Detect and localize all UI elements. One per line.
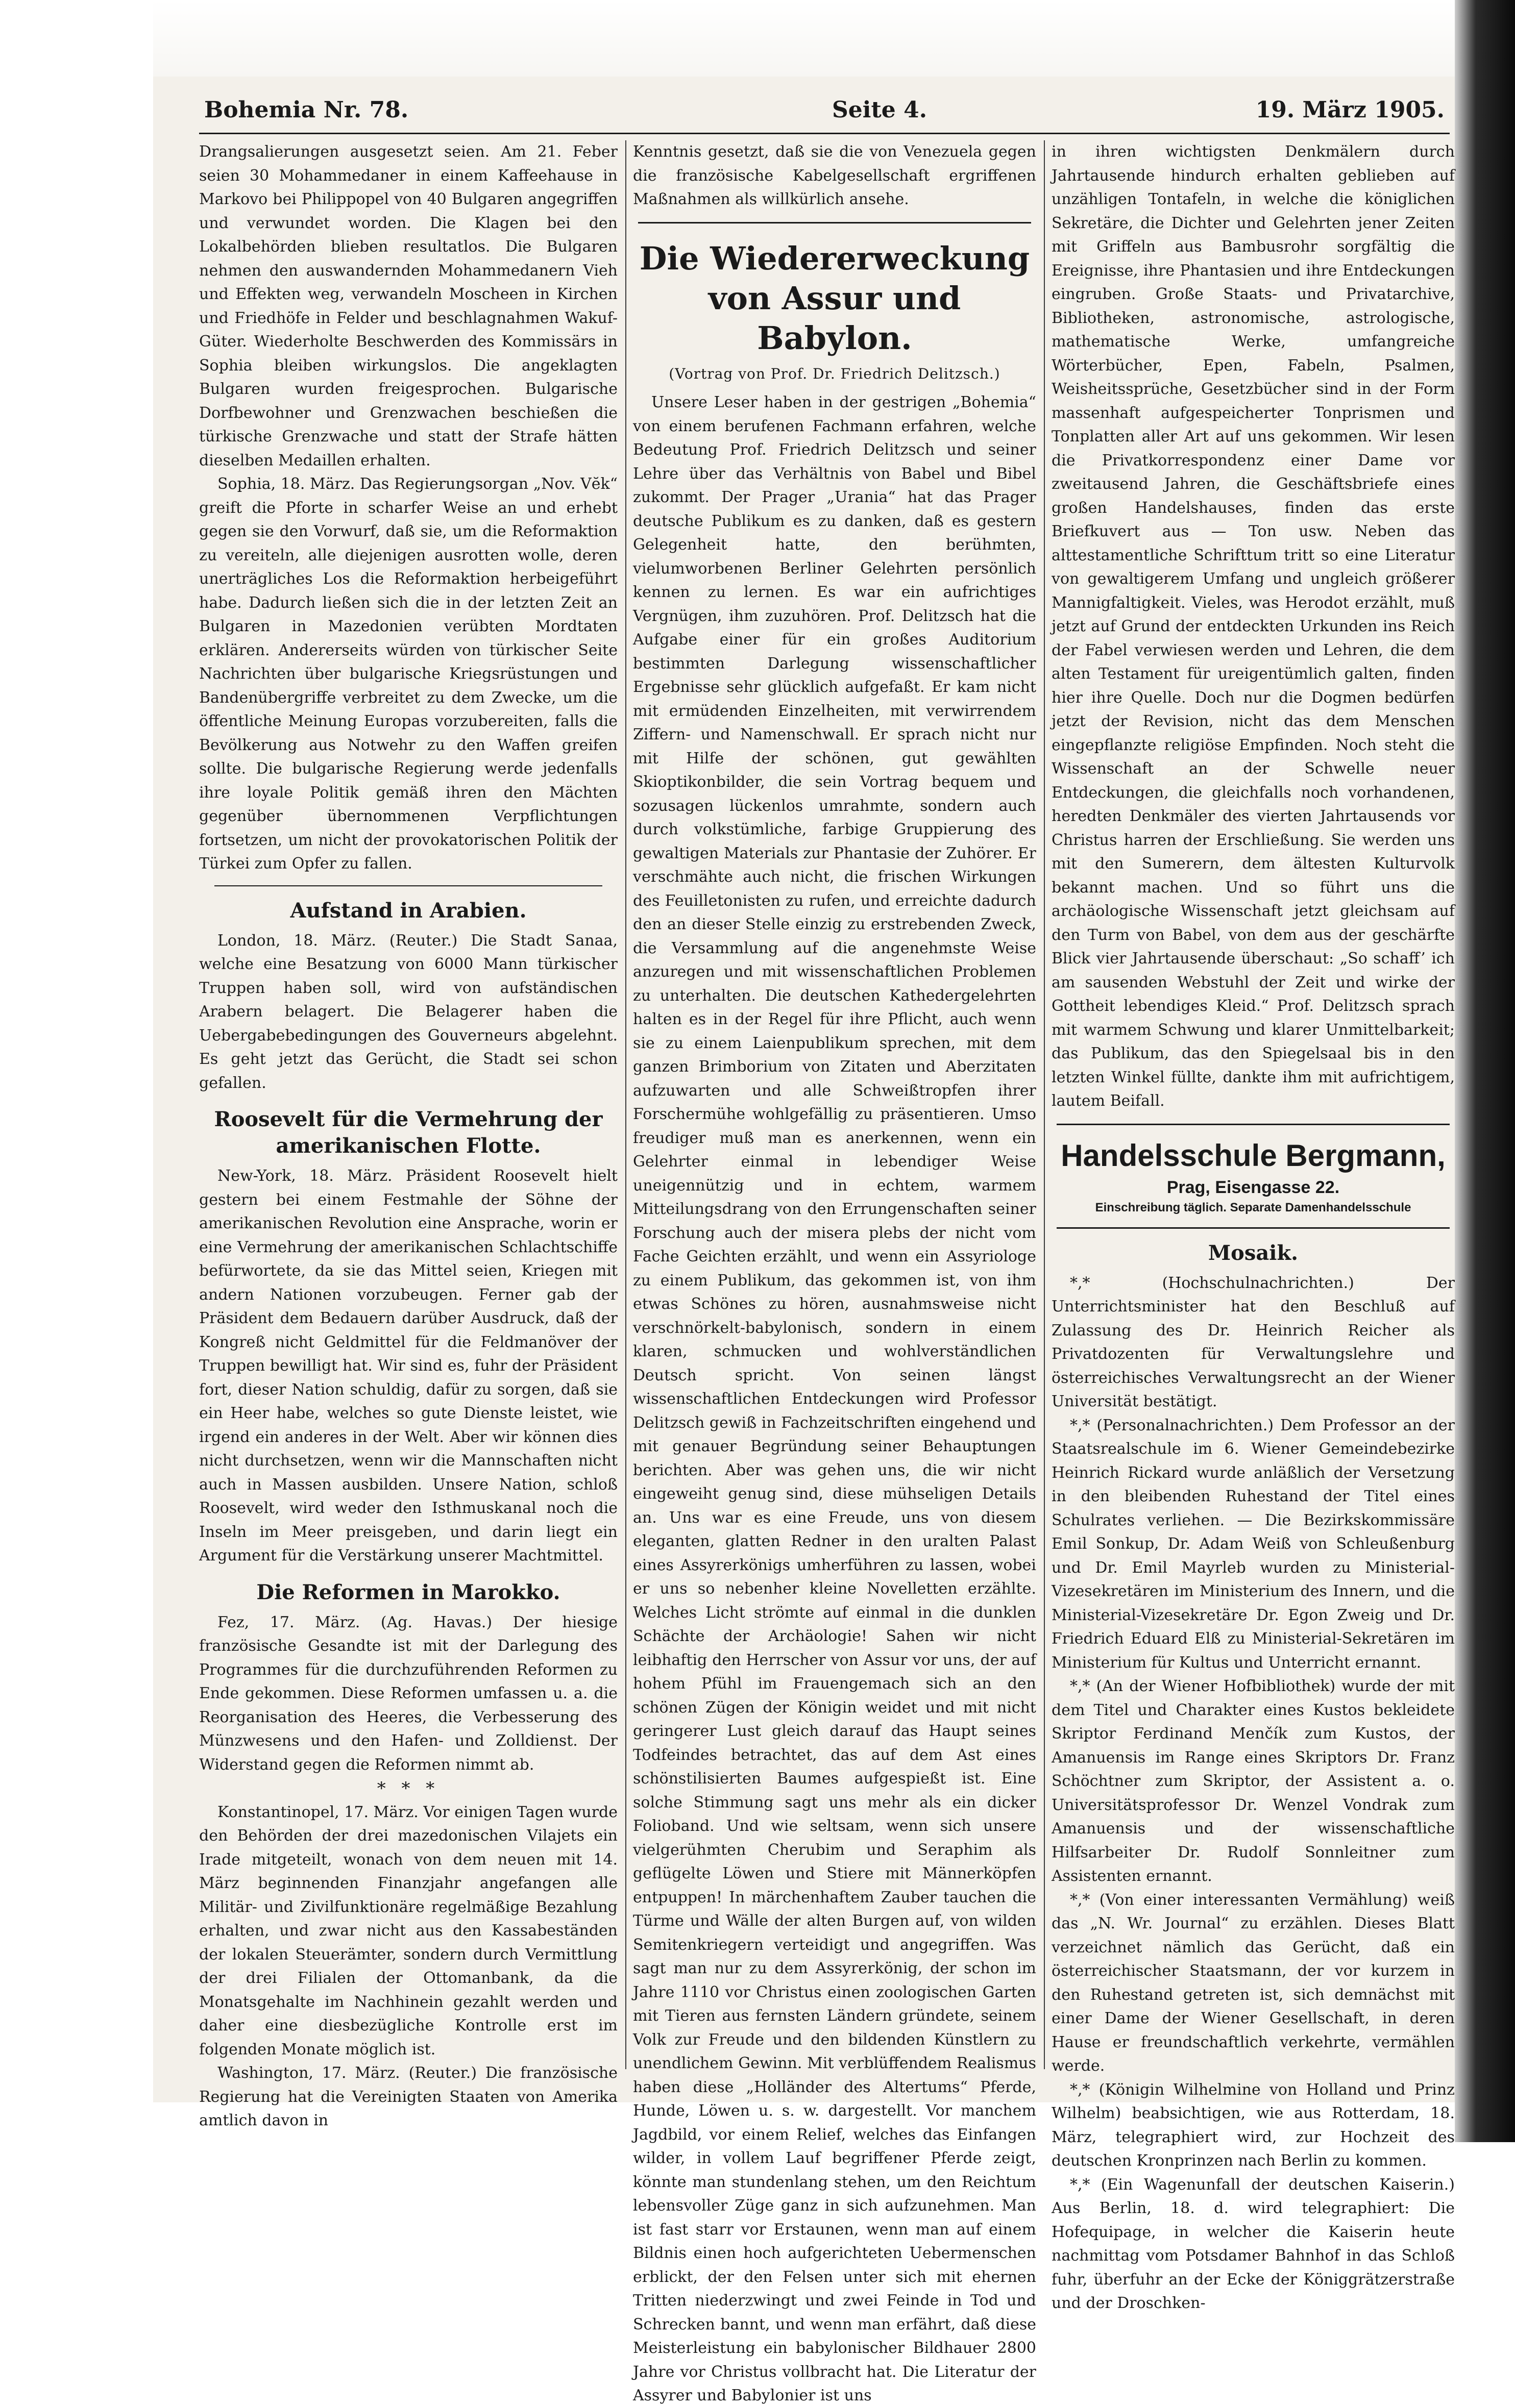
heading-roosevelt: Roosevelt für die Vermehrung der amerikanischen Flotte. [214, 1107, 603, 1158]
heading-mosaik: Mosaik. [1208, 1240, 1299, 1265]
feuilleton-body-continued: in ihren wichtigsten Denkmälern durch Jahrtausende hindurch erhalten geblieben auf unzähligen Tontafeln, in welche die königlichen Sekretäre, die Dichter und Gelehrten jener Zeiten mit Griffeln aus Bambusrohr sorgfältig die Ereignisse, ihre Phantasien und ihre Entdeckungen eingruben. Große Staats- und Privatarchive, Bibliotheken, astronomische, astrologische, mathematische Werke, umfangreiche Wörterbücher, Epen, Fabeln, Psalmen, Weisheitssprüche, Gesetzbücher sind in der Form massenhaft aufgespeicherter Tonprismen und Tonplatten aller Art auf uns gekommen. Wir lesen die Privatkorrespondenz einer Dame vor zweitausend Jahren, die Geschäftsbriefe eines großen Handelshauses, finden das erste Briefkuvert aus — Ton usw. Neben das alttestamentliche Schrifttum tritt so eine Literatur von gewaltigerem Umfang und ungleich größerer Mannigfaltigkeit. Vieles, was Herodot erzählt, muß jetzt auf Grund der entdeckten Urkunden ins Reich der Fabel verwiesen werden und Lehren, die dem alten Testament für ureigentümlich galten, finden hier ihre Quelle. Doch nur die Dogmen bedürfen jetzt der Revision, nicht das dem Menschen eingepflanzte religiöse Empfinden. Noch steht die Wissenschaft an der Schwelle neuer Entdeckungen, die gleichfalls noch vorhandenen, heredten Denkmäler des vierten Jahrtausends vor Christus harren der Erschließung. Sie werden uns mit den Sumerern, dem ältesten Kulturvolk bekannt machen. Und so führt uns die archäologische Wissenschaft jetzt gleichsam auf den Turm von Babel, von dem aus der geschärfte Blick vier Jahrtausende überschaut: „So schaff’ ich am sausenden Webstuhl der Zeit und wirke der Gottheit lebendiges Kleid.“ Prof. Delitzsch sprach mit warmem Schwung und klarer Unmittelbarkeit; das Publikum, das den Spiegelsaal bis in den letzten Winkel füllte, dankte ihm mit aufrichtigem, lautem Beifall. [1052, 143, 1455, 1110]
column-1 [199, 140, 618, 2129]
header-page-number: Seite 4. [832, 97, 927, 123]
article-sofia: Sophia, 18. März. Das Regierungsorgan „Nov. Vĕk“ greift die Pforte in scharfer Weise an und erhebt gegen sie den Vorwurf, daß sie, um die Reformaktion zu vereiteln, alle diejenigen ausrotten wolle, deren unerträgliches Los die Reformaktion herbeigeführt habe. Dadurch ließen sich die in der letzten Zeit an Bulgaren in Mazedonien verübten Mordtaten erklären. Andererseits würden von türkischer Seite Nachrichten über bulgarische Kriegsrüstungen und Bandenübergriffe verbreitet zu dem Zwecke, um die öffentliche Meinung Europas vorzubereiten, falls die Bevölkerung aus Notwehr zu den Waffen greifen sollte. Die bulgarische Regierung werde jedenfalls ihre loyale Politik gemäß ihren den Mächten gegenüber übernommenen Verpflichtungen fortsetzen, um nicht der provokatorischen Politik der Türkei zum Opfer zu fallen. [199, 475, 618, 873]
section-rule [1057, 1227, 1450, 1229]
header-date: 19. März 1905. [1255, 97, 1445, 123]
advertisement-address: Prag, Eisengasse 22. [1166, 1177, 1340, 1197]
heading-marokko: Die Reformen in Marokko. [256, 1580, 560, 1604]
header-rule [199, 133, 1450, 134]
article-london: London, 18. März. (Reuter.) Die Stadt Sanaa, welche eine Besatzung von 6000 Mann türkischer Truppen haben soll, wird von aufständischen Arabern belagert. Die Belagerer haben die Uebergabebedingungen des Gouverneurs abgelehnt. Es geht jetzt das Gerücht, die Stadt sei schon gefallen. [199, 931, 618, 1092]
article-washington: Washington, 17. März. (Reuter.) Die französische Regierung hat die Vereinigten Staaten von Amerika amtlich davon in [199, 2064, 618, 2129]
mosaik-item: *,* (Königin Wilhelmine von Holland und Prinz Wilhelm) beabsichtigen, wie aus Rotterdam, 18. März, telegraphiert wird, zur Hochzeit des deutschen Kronprinzen nach Berlin zu kommen. [1052, 2080, 1455, 2170]
section-rule [214, 885, 602, 886]
mosaik-item: *,* (Von einer interessanten Vermählung) weiß das „N. Wr. Journal“ zu erzählen. Dieses Blatt verzeichnet nämlich das Gerücht, daß ein österreichischer Staatsmann, der vor kurzem in den Ruhestand getreten ist, sich demnächst mit einer Dame der Wiener Gesellschaft, in deren Hause er freundschaftlich verkehrte, vermählen werde. [1052, 1891, 1455, 2075]
article-konstantinopel: Konstantinopel, 17. März. Vor einigen Tagen wurde den Behörden der drei mazedonischen Vilajets ein Irade mitgeteilt, wonach von dem neuen mit 14. März beginnenden Finanzjahr angefangen alle Militär- und Zivilfunktionäre regelmäßige Bezahlung erhalten, und zwar nicht aus den Kassabeständen der lokalen Steuerämter, sondern durch Vermittlung der drei Filialen der Ottomanbank, da die Monatsgehalte im Nachhinein gezahlt werden und daher eine diesbezügliche Kontrolle erst im folgenden Monate möglich ist. [199, 1803, 618, 2058]
article-continuation: Kenntnis gesetzt, daß sie die von Venezuela gegen die französische Kabelgesellschaft ergriffenen Maßnahmen als willkürlich ansehe. [633, 143, 1036, 208]
advertisement-note: Einschreibung täglich. Separate Damenhandelsschule [1095, 1200, 1411, 1214]
section-rule [1057, 1124, 1450, 1125]
heading-arabien: Aufstand in Arabien. [290, 898, 527, 923]
feuilleton-title: Die Wiedererweckung von Assur und Babylon. [639, 239, 1030, 357]
book-binding-edge [1455, 0, 1515, 2142]
column-3 [1052, 140, 1455, 2312]
feuilleton-body: Unsere Leser haben in der gestrigen „Bohemia“ von einem berufenen Fachmann erfahren, welche Bedeutung Prof. Friedrich Delitzsch und seiner Lehre über das Verhältnis von Babel und Bibel zukommt. Der Prager „Urania“ hat das Prager deutsche Publikum es zu danken, daß es gestern Gelegenheit hatte, den berühmten, vielumworbenen Berliner Gelehrten persönlich kennen zu lernen. Es war ein aufrichtiges Vergnügen, ihm zuzuhören. Prof. Delitzsch hat die Aufgabe einer für ein großes Auditorium bestimmten Darlegung wissenschaftlicher Ergebnisse sehr glücklich aufgefaßt. Er kam nicht mit ermüdenden Einzelheiten, mit verwirrendem Ziffern- und Namenschwall. Er sprach nicht nur mit Hilfe der schönen, gut gewählten Skioptikonbilder, die sein Vortrag bequem und sozusagen lückenlos umrahmte, sondern auch durch volkstümliche, farbige Gruppierung des gewaltigen Materials zur Phantasie der Zuhörer. Er verschmähte auch nicht, die frischen Wirkungen des Feuilletonisten zu rufen, und erreichte dadurch den an dieser Stelle einzig zu erstrebenden Zweck, die Versammlung auf die angenehmste Weise anzuregen und mit wissenschaftlichen Problemen zu unterhalten. Die deutschen Kathedergelehrten halten es in der Regel für ihre Pflicht, auch wenn sie zu einem Laienpublikum sprechen, mit dem ganzen Brimborium von Zitaten und Aberzitaten aufzuwarten und alle Schweißtropfen ihrer Forschermühe wohlgefällig zu präsentieren. Umso freudiger muß man es anerkennen, wenn ein Gelehrter einmal in lebendiger Weise uneigennützig und in echtem, warmem Mitteilungsdrang von den Errungenschaften seiner Forschung auch der misera plebs der nicht vom Fache Geichten erzählt, und wenn ein Assyriologe zu einem Publikum, das gekommen ist, von ihm etwas Schönes zu hören, ausnahmsweise nicht verschnörkelt-babylonisch, sondern in einem klaren, schmucken und wohlverständlichen Deutsch spricht. Von seinen längst wissenschaftlichen Entdeckungen wird Professor Delitzsch gewiß in Fachzeitschriften eingehend und mit genauer Begründung seiner Behauptungen berichten. Aber was gehen uns, die wir nicht eingeweiht genug sind, diese mühseligen Details an. Uns war es eine Freude, uns von diesem eleganten, glatten Redner in den uralten Palast eines Assyrerkönigs umherführen zu lassen, wobei er uns so nebenher kleine Novelletten erzählte. Welches Licht strömte auf einmal in die dunklen Schächte der Archäologie! Sahen wir nicht leibhaftig den Herrscher von Assur vor uns, der auf hohem Pfühl im Frauengemach sich an den schönen Zügen der Königin weidet und mit nicht geringerer Lust gleich darauf das Haupt seines Todfeindes betrachtet, das auf dem Ast eines schönstilisierten Baumes aufgespießt ist. Eine solche Stimmung sagt uns mehr als ein dicker Folioband. Und wie seltsam, wenn sich unsere vielgerühmten Cherubim und Seraphim als geflügelte Löwen und Stiere mit Männerköpfen entpuppen! In märchenhaftem Zauber tauchen die Türme und Wälle der alten Burgen auf, von wilden Semitenkriegern verteidigt und angegriffen. Was sagt man nur zu dem Assyrerkönig, der schon im Jahre 1110 vor Christus einen zoologischen Garten mit Tieren aus fernsten Ländern gründete, seinem Volk zur Freude und den bildenden Künstlern zu unendlichem Gewinn. Mit verblüffendem Realismus haben diese „Holländer des Altertums“ Pferde, Hunde, Löwen u. s. w. dargestellt. Vor manchem Jagdbild, vor einem Relief, welches das Einfangen wilder, in vollem Lauf begriffener Pferde zeigt, könnte man stundenlang stehen, um den Reichtum lebensvoller Züge ganz in sich aufzunehmen. Man ist fast starr vor Erstaunen, wenn man auf einem Bildnis einen hoch aufgerichteten Uebermenschen erblickt, der den Felsen unter sich mit ehernen Tritten niederzwingt und zwei Feinde in Tod und Schrecken bannt, und wenn man erfährt, daß diese Meisterleistung ein babylonischer Bildhauer 2800 Jahre vor Christus vollbracht hat. Die Literatur der Assyrer und Babylonier ist uns [633, 393, 1037, 2404]
feuilleton-subtitle: (Vortrag von Prof. Dr. Friedrich Delitzsch.) [669, 365, 1000, 382]
article-fez: Fez, 17. März. (Ag. Havas.) Der hiesige französische Gesandte ist mit der Darlegung des Programmes für die durchzuführenden Reformen zu Ende gekommen. Diese Reformen umfassen u. a. die Reorganisation des Heeres, die Verbesserung des Münzwesens und den Hafen- und Zolldienst. Der Widerstand gegen die Reformen nimmt ab. [199, 1613, 618, 1774]
column-divider-2 [1044, 140, 1045, 2069]
article-newyork: New-York, 18. März. Präsident Roosevelt hielt gestern bei einem Festmahle der Söhne der amerikanischen Revolution eine Ansprache, worin er eine Vermehrung der amerikanischen Schlachtschiffe befürwortete, da sie das Mittel seien, Kriegen mit andern Nationen vorzubeugen. Ferner gab der Präsident dem Bedauern darüber Ausdruck, daß der Kongreß nicht Geldmittel für die Feldmanöver der Truppen bewilligt hat. Wir sind es, fuhr der Präsident fort, dieser Nation schuldig, dafür zu sorgen, daß sie ein Heer habe, welches so gute Dienste leistet, wie irgend ein anderes in der Welt. Aber wir können dies nicht durchsetzen, wenn wir die Mannschaften nicht auch in Massen ausbilden. Unsere Nation, schloß Roosevelt, wird weder den Isthmuskanal noch die Inseln im Meer preisgeben, und darin liegt ein Argument für die Verstärkung unserer Machtmittel. [199, 1167, 618, 1565]
mosaik-item: *,* (Hochschulnachrichten.) Der Unterrichtsminister hat den Beschluß auf Zulassung des Dr. Heinrich Reicher als Privatdozenten für Verwaltungslehre und österreichisches Verwaltungsrecht an der Wiener Universität bestätigt. [1052, 1274, 1455, 1410]
column-divider-1 [625, 140, 626, 2069]
page-top-margin [153, 0, 1455, 77]
header-issue: Bohemia Nr. 78. [204, 97, 409, 123]
mosaik-item: *,* (An der Wiener Hofbibliothek) wurde der mit dem Titel und Charakter eines Kustos bekleidete Skriptor Ferdinand Menčík zum Kustos, der Amanuensis im Range eines Skriptors Dr. Franz Schöchtner zum Skriptor, der Assistent a. o. Universitätsprofessor Dr. Wenzel Vondrak zum Amanuensis und der wissenschaftliche Hilfsarbeiter Dr. Rudolf Sonnleitner zum Assistenten ernannt. [1052, 1677, 1455, 1885]
page-header [199, 92, 1450, 143]
mosaik-item: *,* (Ein Wagenunfall der deutschen Kaiserin.) Aus Berlin, 18. d. wird telegraphiert: Die Hofequipage, in welcher die Kaiserin heute nachmittag vom Potsdamer Bahnhof in das Schloß fuhr, überfuhr an der Ecke der Königgrätzerstraße und der Droschken- [1052, 2175, 1455, 2312]
section-rule [638, 222, 1031, 224]
advertisement-title: Handelsschule Bergmann, [1061, 1138, 1446, 1173]
article-continuation: Drangsalierungen ausgesetzt seien. Am 21. Feber seien 30 Mohammedaner in einem Kaffeehause in Markovo bei Philippopel von 40 Bulgaren angegriffen und verwundet worden. Die Klagen bei den Lokalbehörden blieben resultatlos. Die Bulgaren nehmen den auswandernden Mohammedanern Vieh und Effekten weg, verwandeln Moscheen in Kirchen und Friedhöfe in Felder und beschlagnahmen Wakuf-Güter. Wiederholte Beschwerden des Kommissärs in Sophia bleiben wirkungslos. Die angeklagten Bulgaren wurden freigesprochen. Bulgarische Dorfbewohner und Grenzwachen beschießen die türkische Grenzwache und statt der Strafe hätten dieselben Medaillen erhalten. [199, 143, 618, 469]
newspaper-page [153, 77, 1455, 2404]
separator-stars: * * * [377, 1778, 440, 1799]
column-2 [633, 140, 1037, 2404]
mosaik-item: *,* (Personalnachrichten.) Dem Professor an der Staatsrealschule im 6. Wiener Gemeindebezirke Heinrich Rickard wurde anläßlich der Versetzung in den bleibenden Ruhestand der Titel eines Schulrates verliehen. — Die Bezirkskommissäre Emil Sonkup, Dr. Adam Weiß von Schleußenburg und Dr. Emil Mayrleb wurden zu Ministerial-Vizesekretären im Ministerium des Innern, und die Ministerial-Vizesekretäre Dr. Egon Zweig und Dr. Friedrich Eduard Elß zu Ministerial-Sekretären im Ministerium für Kultus und Unterricht ernannt. [1052, 1416, 1455, 1672]
